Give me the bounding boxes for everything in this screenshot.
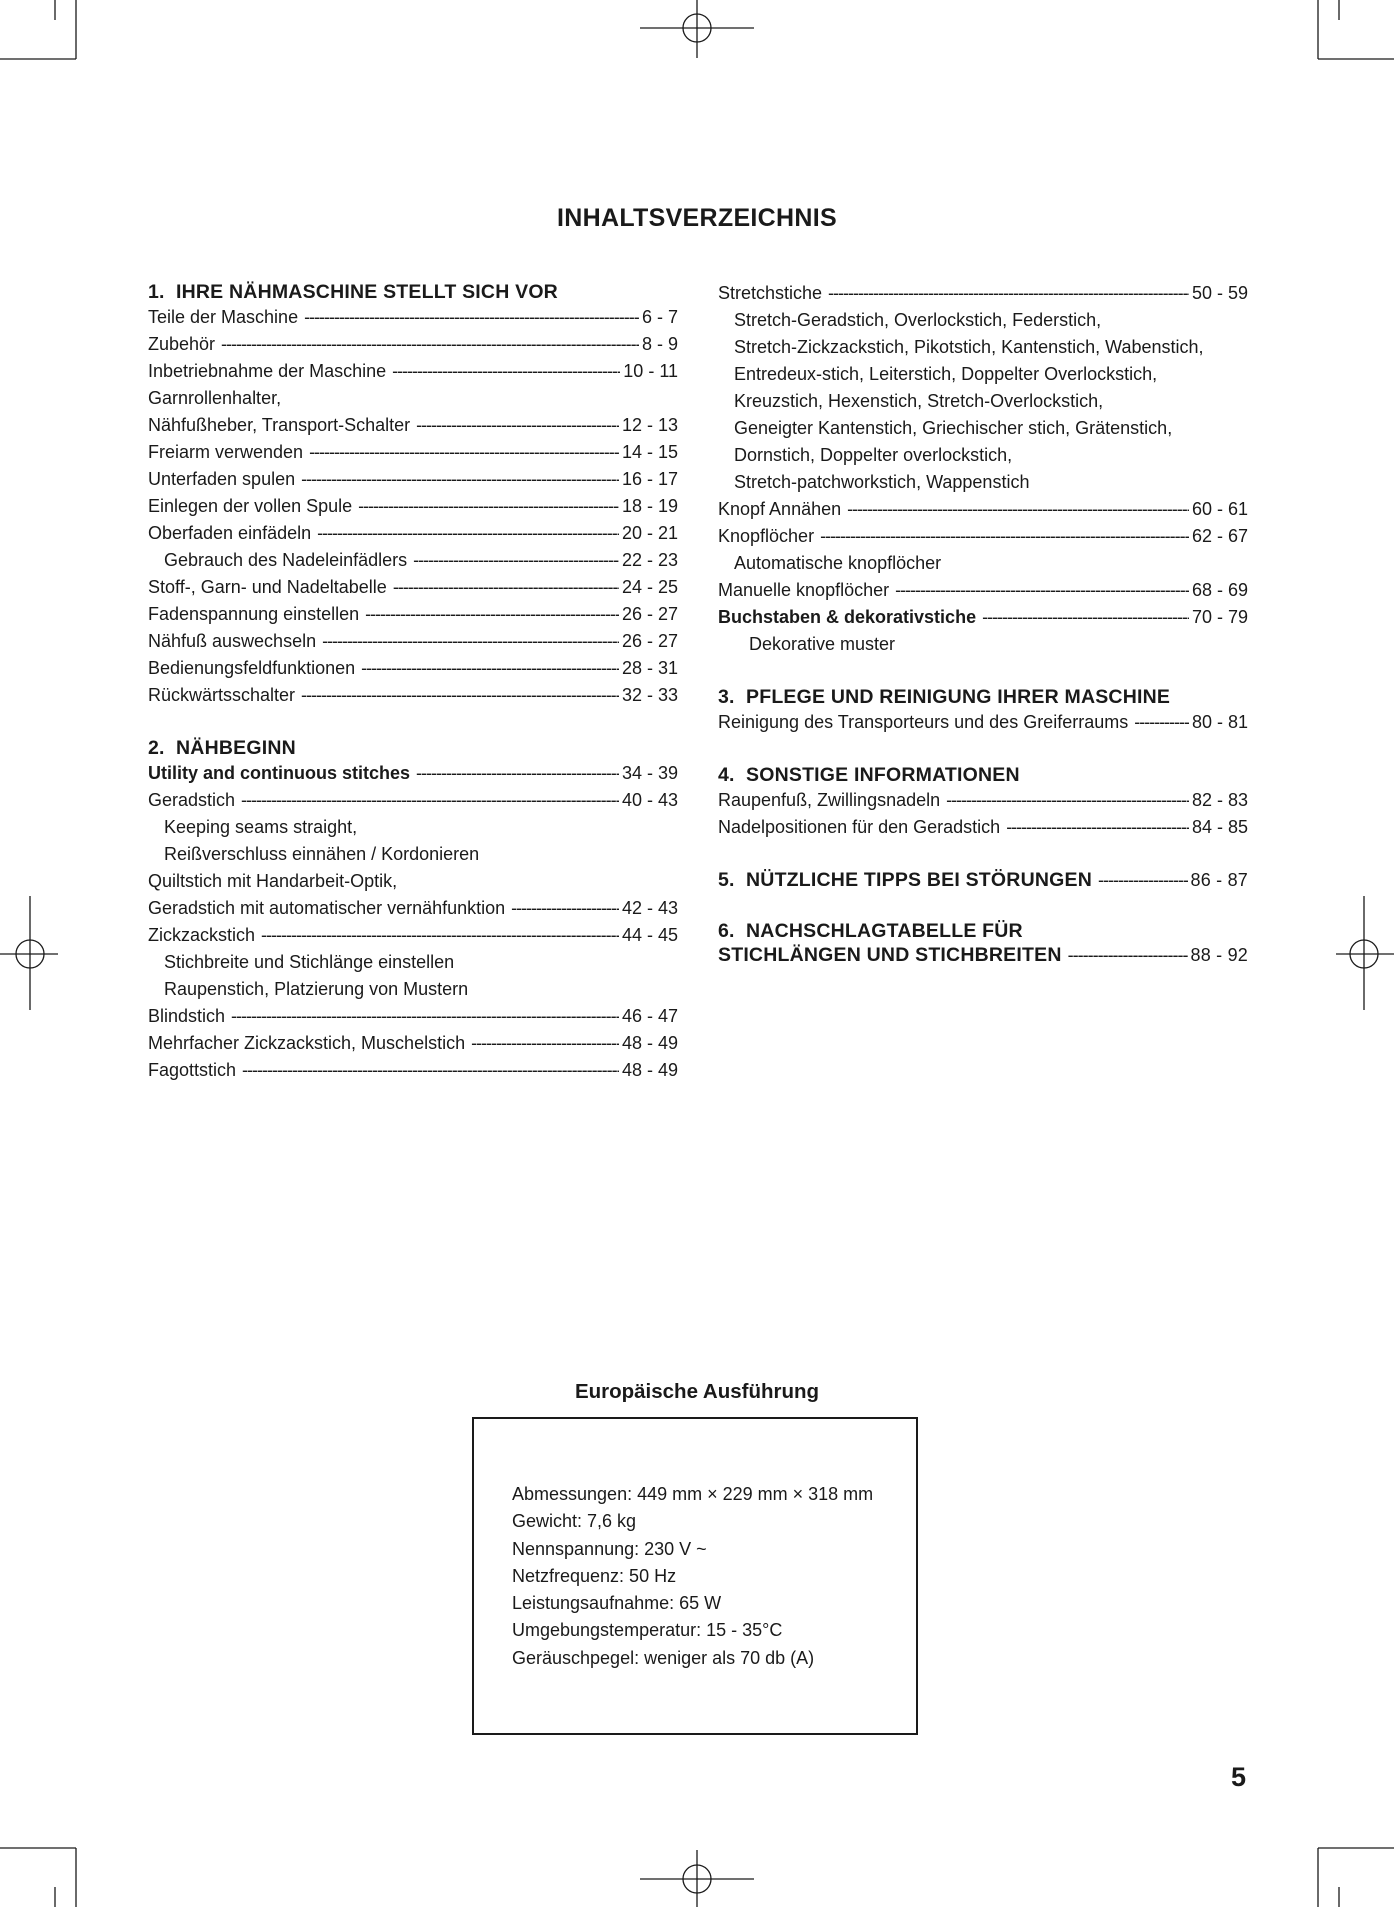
leader-dots [241,787,619,814]
page-range: 46 - 47 [621,1006,678,1026]
toc-entry-label: Blindstich [148,1006,226,1026]
section-number: 1. [148,281,165,303]
toc-entry-label: Stretchstiche [718,283,823,303]
toc-entry-label: Fadenspannung einstellen [148,604,360,624]
leader-dots [946,787,1189,814]
toc-entry-label: Unterfaden spulen [148,469,296,489]
spec-title: Europäische Ausführung [574,1380,820,1403]
toc-entry [718,787,1248,814]
toc-subentry: Quiltstich mit Handarbeit-Optik, [148,871,398,891]
section-title-cont: STICHLÄNGEN UND STICHBREITEN [718,944,1062,966]
toc-entry [148,655,678,682]
page-range: 86 - 87 [1190,870,1248,890]
page-range: 28 - 31 [621,658,678,678]
page-range: 18 - 19 [621,496,678,516]
leader-dots [358,493,619,520]
page-range: 88 - 92 [1190,945,1248,965]
spacer [718,841,1248,868]
leader-dots [511,895,619,922]
spacer [718,736,1248,763]
toc-entry-label: Geradstich mit automatischer vernähfunktion [148,898,506,918]
toc-entry-label: Bedienungsfeldfunktionen [148,658,356,678]
toc-subentry: Garnrollenhalter, [148,388,282,408]
spec-line: Umgebungstemperatur: 15 - 35°C [512,1620,783,1641]
toc-entry-label: Manuelle knopflöcher [718,580,890,600]
toc-left-column [148,280,678,1084]
toc-entry-label: Rückwärtsschalter [148,685,296,705]
toc-entry [148,547,678,574]
page-range: 84 - 85 [1191,817,1248,837]
toc-entry [148,787,678,814]
page-range: 60 - 61 [1191,499,1248,519]
toc-entry [718,577,1248,604]
spacer [148,709,678,736]
page-range: 26 - 27 [621,631,678,651]
page-range: 68 - 69 [1191,580,1248,600]
page-range: 62 - 67 [1191,526,1248,546]
section-heading [718,763,1248,787]
toc-subentry: Kreuzstich, Hexenstich, Stretch-Overlockstich, [734,391,1104,411]
toc-subentry: Dornstich, Doppelter overlockstich, [734,445,1013,465]
section-heading [148,736,678,760]
page-range: 14 - 15 [621,442,678,462]
page-range: 20 - 21 [621,523,678,543]
spec-box [472,1417,918,1735]
leader-dots [820,523,1189,550]
page-range: 16 - 17 [621,469,678,489]
leader-dots [317,520,619,547]
page-title: INHALTSVERZEICHNIS [557,204,837,232]
section-heading [148,280,678,304]
toc-entry-label: Mehrfacher Zickzackstich, Muschelstich [148,1033,466,1053]
section-heading [718,868,1248,892]
page-range: 24 - 25 [621,577,678,597]
leader-dots [301,682,619,709]
leader-dots [393,574,619,601]
toc-entry-label: Buchstaben & dekorativstiche [718,607,977,627]
section-heading-text [718,764,1020,786]
section-heading-text [718,686,1170,708]
toc-entry [148,1030,678,1057]
section-heading-line [718,919,1248,943]
leader-dots [365,601,619,628]
section-number: 5. [718,869,735,891]
toc-subentry: Stretch-Geradstich, Overlockstich, Federstich, [734,310,1102,330]
toc-subentry: Stretch-patchworkstich, Wappenstich [734,472,1030,492]
section-number: 2. [148,737,165,759]
leader-dots [847,496,1189,523]
page-range: 40 - 43 [621,790,678,810]
section-title: NACHSCHLAGTABELLE FÜR [746,920,1023,942]
section-heading-line [718,943,1248,967]
leader-dots [304,304,639,331]
toc-entry-label: Nähfußheber, Transport-Schalter [148,415,411,435]
toc-entry [148,1057,678,1084]
leader-dots [261,922,619,949]
toc-entry [148,493,678,520]
toc-entry-label: Raupenfuß, Zwillingsnadeln [718,790,941,810]
toc-subentry: Keeping seams straight, [164,817,358,837]
toc-entry [148,331,678,358]
toc-entry [148,358,678,385]
page-range: 48 - 49 [621,1033,678,1053]
leader-dots [416,412,619,439]
toc-entry [148,760,678,787]
spec-line: Leistungsaufnahme: 65 W [512,1593,722,1614]
toc-subentry: Geneigter Kantenstich, Griechischer stich, Grätenstich, [734,418,1173,438]
toc-entry-label: Gebrauch des Nadeleinfädlers [164,550,408,570]
leader-dots [413,547,619,574]
page-range: 42 - 43 [621,898,678,918]
section-title: SONSTIGE INFORMATIONEN [746,764,1020,786]
toc-entry [148,466,678,493]
toc-entry-label: Einlegen der vollen Spule [148,496,353,516]
page-number: 5 [1230,1762,1246,1792]
leader-dots [361,655,619,682]
toc-entry-label: Utility and continuous stitches [148,763,411,783]
spec-line: Geräuschpegel: weniger als 70 db (A) [512,1647,815,1668]
toc-entry-label: Knopf Annähen [718,499,842,519]
section-title: NÜTZLICHE TIPPS BEI STÖRUNGEN [746,869,1092,891]
page-range: 34 - 39 [621,763,678,783]
toc-subentry: Automatische knopflöcher [734,553,942,573]
toc-entry-label: Inbetriebnahme der Maschine [148,361,387,381]
toc-entry [148,574,678,601]
page-range: 10 - 11 [623,361,678,381]
toc-subentry: Dekorative muster [749,634,896,654]
toc-subentry: Entredeux-stich, Leiterstich, Doppelter Overlockstich, [734,364,1158,384]
page-range: 12 - 13 [621,415,678,435]
leader-dots [301,466,619,493]
leader-dots [392,358,620,385]
toc-entry-label: Stoff-, Garn- und Nadeltabelle [148,577,387,597]
toc-entry-label: Zickzackstich [148,925,256,945]
toc-entry [148,601,678,628]
section-heading-text [718,868,1092,892]
toc-entry [718,496,1248,523]
leader-dots [309,439,619,466]
spec-line: Abmessungen: 449 mm × 229 mm × 318 mm [512,1484,874,1504]
spec-line: Gewicht: 7,6 kg [512,1511,637,1532]
toc-entry [148,895,678,922]
section-heading-block [718,919,1248,967]
page-range: 8 - 9 [641,334,678,354]
toc-right-column [718,280,1248,967]
page-range: 48 - 49 [621,1060,678,1080]
toc-entry-label: Fagottstich [148,1060,237,1080]
leader-dots [895,577,1189,604]
toc-subentry: Reißverschluss einnähen / Kordonieren [164,844,480,864]
toc-entry [718,814,1248,841]
section-title: IHRE NÄHMASCHINE STELLT SICH VOR [176,281,558,303]
section-number: 4. [718,764,735,786]
toc-entry-label: Nähfuß auswechseln [148,631,317,651]
section-heading-text [148,281,558,303]
page-range: 44 - 45 [621,925,678,945]
toc-entry [718,709,1248,736]
toc-entry-label: Nadelpositionen für den Geradstich [718,817,1001,837]
spec-line: Netzfrequenz: 50 Hz [512,1565,677,1586]
leader-dots [828,280,1189,307]
toc-entry [148,628,678,655]
toc-entry [148,304,678,331]
page-range: 80 - 81 [1191,712,1248,732]
toc-entry [718,280,1248,307]
toc-entry-label: Knopflöcher [718,526,815,546]
spec-line: Nennspannung: 230 V ~ [512,1538,707,1559]
toc-subentry: Raupenstich, Platzierung von Mustern [164,979,469,999]
toc-entry [148,412,678,439]
spec-lines [512,1481,873,1672]
page-range: 50 - 59 [1191,283,1248,303]
spacer [718,892,1248,919]
section-heading [718,685,1248,709]
leader-dots [416,760,619,787]
leader-dots [1134,709,1189,736]
leader-dots [1006,814,1189,841]
toc-entry-label: Teile der Maschine [148,307,299,327]
toc-entry-label: Reinigung des Transporteurs und des Greiferraums [718,712,1129,732]
toc-entry [148,1003,678,1030]
section-title: PFLEGE UND REINIGUNG IHRER MASCHINE [746,686,1171,708]
toc-entry-label: Geradstich [148,790,236,810]
toc-entry [148,922,678,949]
leader-dots [1068,943,1188,967]
section-title: NÄHBEGINN [176,737,296,759]
section-number: 6. [718,920,735,942]
leader-dots [982,604,1189,631]
toc-entry-label: Freiarm verwenden [148,442,304,462]
toc-subentry: Stretch-Zickzackstich, Pikotstich, Kantenstich, Wabenstich, [734,337,1204,357]
page-range: 82 - 83 [1191,790,1248,810]
toc-entry-label: Oberfaden einfädeln [148,523,312,543]
toc-entry [148,682,678,709]
page-range: 22 - 23 [621,550,678,570]
toc-entry [718,523,1248,550]
leader-dots [242,1057,619,1084]
section-heading-text [718,920,1023,942]
page-range: 26 - 27 [621,604,678,624]
leader-dots [471,1030,619,1057]
section-heading-text [148,737,296,759]
toc-entry [148,520,678,547]
page-range: 70 - 79 [1191,607,1248,627]
leader-dots [1098,868,1188,892]
page-range: 32 - 33 [621,685,678,705]
section-number: 3. [718,686,735,708]
toc-entry-label: Zubehör [148,334,216,354]
toc-entry [148,439,678,466]
leader-dots [322,628,619,655]
page-range: 6 - 7 [641,307,678,327]
spacer [718,658,1248,685]
leader-dots [231,1003,619,1030]
toc-entry [718,604,1248,631]
leader-dots [221,331,639,358]
toc-subentry: Stichbreite und Stichlänge einstellen [164,952,455,972]
